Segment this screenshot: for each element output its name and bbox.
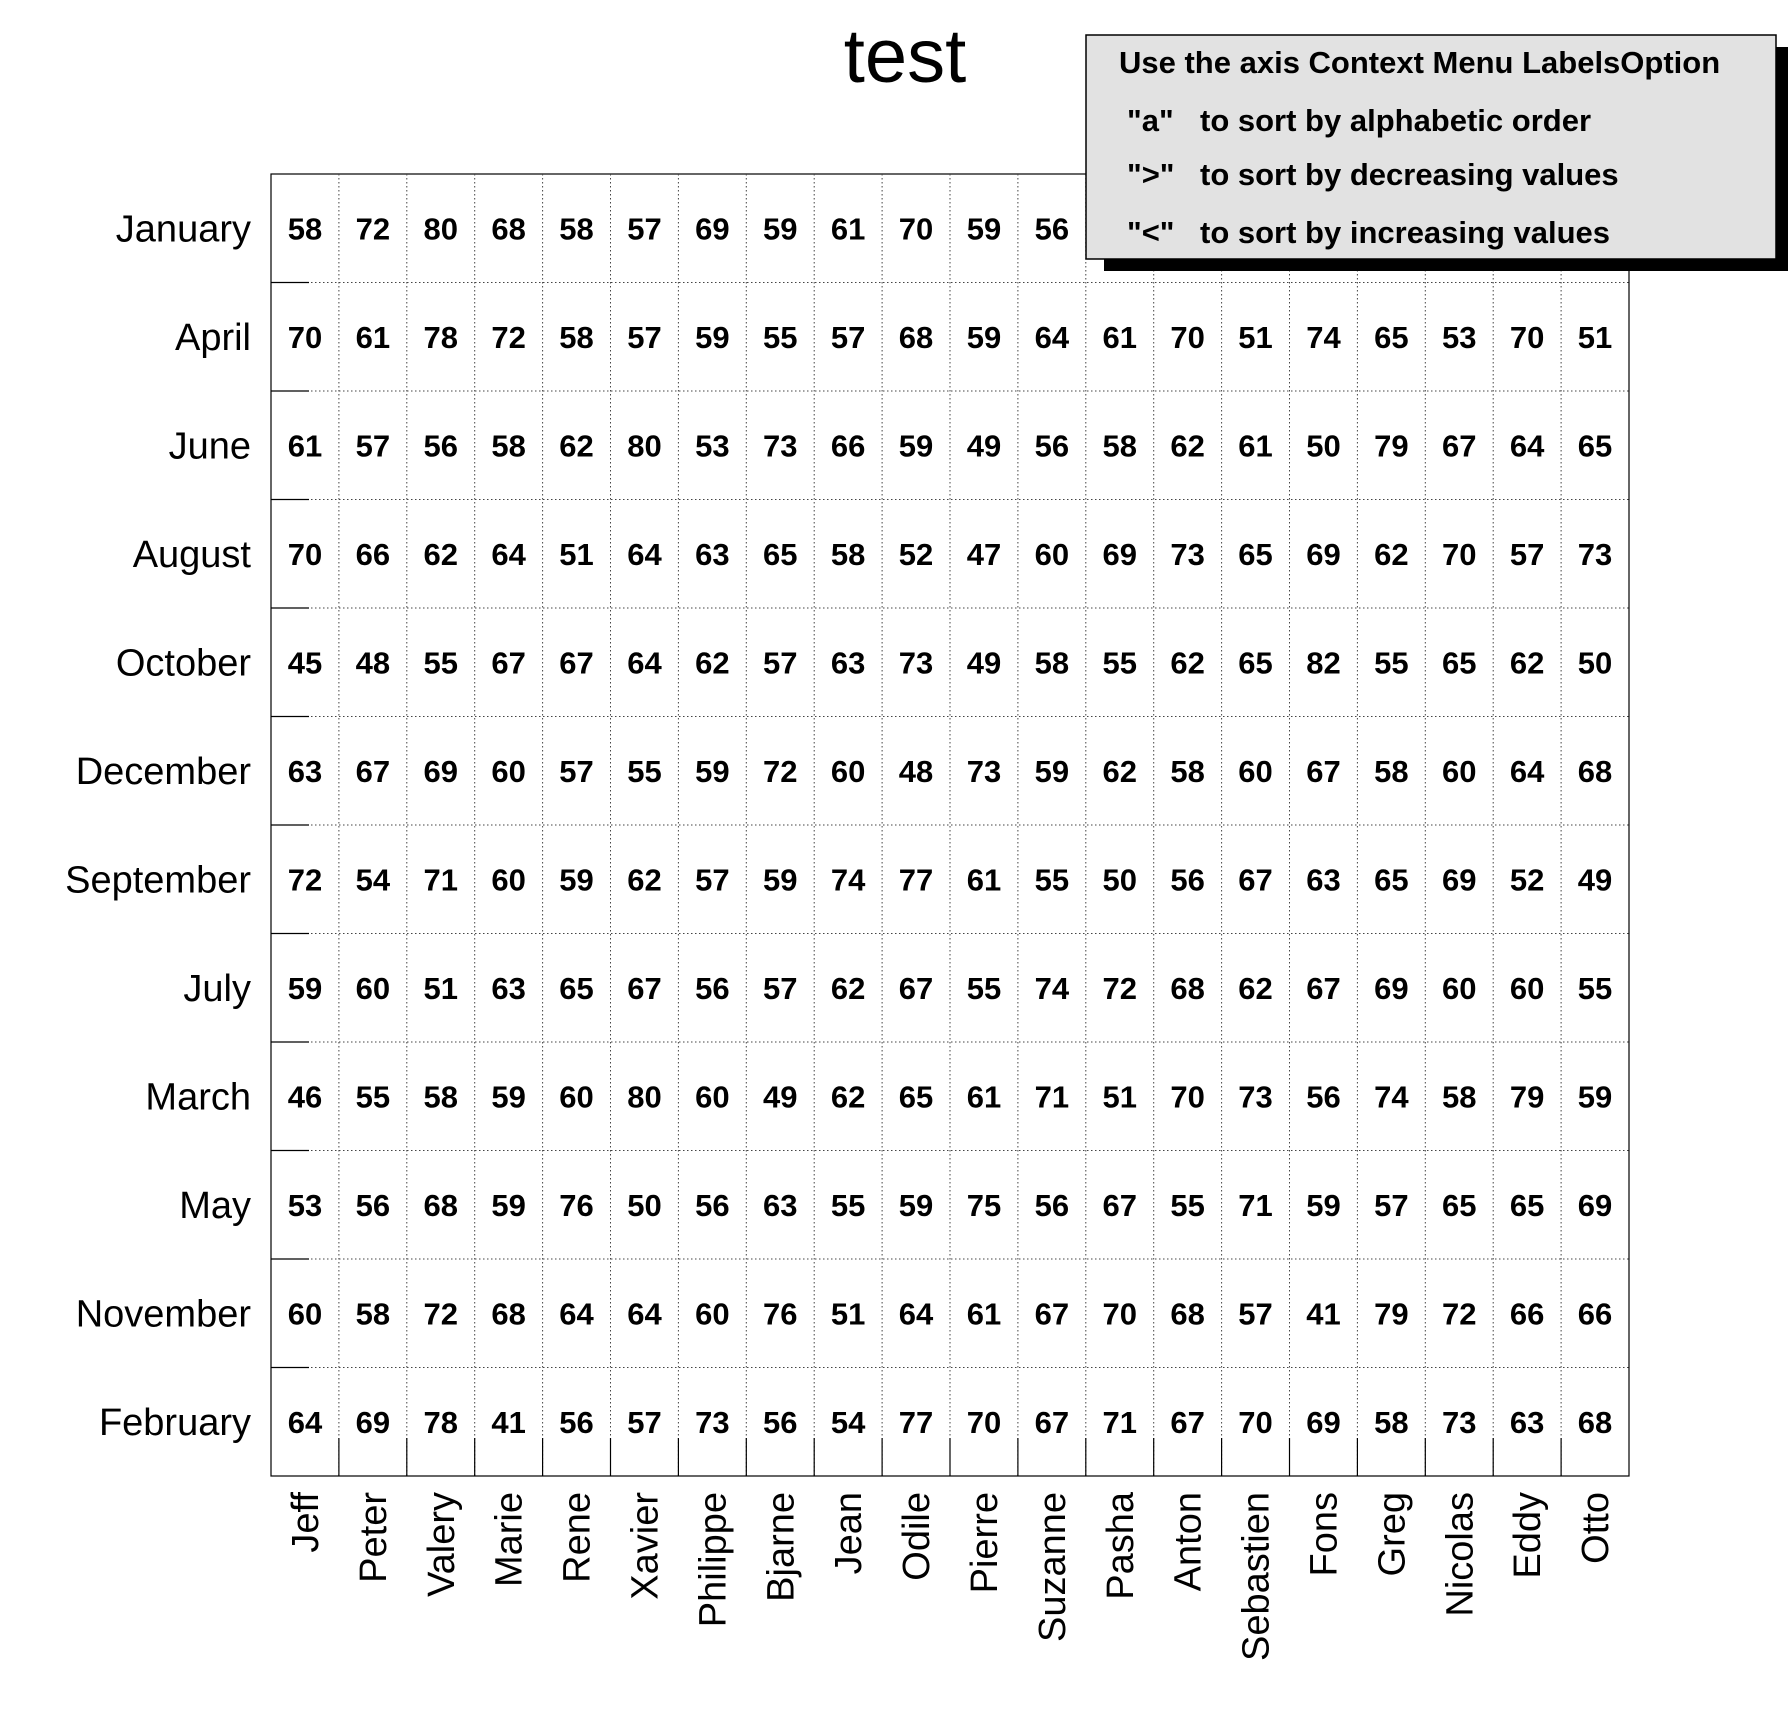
cell-value: 73 — [695, 1404, 730, 1440]
cell-value: 47 — [966, 536, 1002, 572]
cell-value: 57 — [627, 211, 662, 247]
cell-value: 79 — [1374, 428, 1409, 464]
x-label[interactable]: Jean — [828, 1492, 871, 1575]
cell-value: 68 — [1577, 753, 1613, 789]
cell-value: 58 — [287, 211, 323, 247]
cell-value: 67 — [1170, 1404, 1205, 1440]
x-label[interactable]: Sebastien — [1235, 1492, 1278, 1662]
cell-value: 72 — [355, 211, 391, 247]
y-label[interactable]: October — [115, 642, 251, 685]
cell-value: 74 — [1034, 970, 1070, 1006]
cell-value: 69 — [1374, 970, 1409, 1006]
cell-value: 54 — [830, 1404, 866, 1440]
x-label[interactable]: Nicolas — [1439, 1492, 1482, 1617]
cell-value: 70 — [1170, 319, 1205, 355]
cell-value: 70 — [1442, 536, 1477, 572]
cell-value: 54 — [355, 862, 391, 898]
cell-value: 52 — [898, 536, 934, 572]
cell-value: 56 — [695, 970, 730, 1006]
cell-value: 55 — [763, 319, 798, 355]
cell-value: 51 — [830, 1296, 866, 1332]
y-label[interactable]: December — [75, 750, 251, 793]
info-key-gt: ">" — [1127, 157, 1175, 192]
cell-value: 60 — [1442, 970, 1477, 1006]
cell-value: 71 — [1238, 1187, 1273, 1223]
x-label[interactable]: Pasha — [1099, 1492, 1142, 1600]
cell-value: 58 — [559, 319, 594, 355]
cell-value: 64 — [898, 1296, 934, 1332]
cell-value: 58 — [355, 1296, 391, 1332]
cell-value: 68 — [1170, 970, 1205, 1006]
x-label[interactable]: Valery — [420, 1492, 463, 1597]
cell-value: 64 — [627, 1296, 662, 1332]
cell-value: 50 — [1306, 428, 1341, 464]
cell-value: 58 — [491, 428, 526, 464]
cell-value: 53 — [695, 428, 730, 464]
cell-value: 60 — [1509, 970, 1545, 1006]
cell-value: 60 — [695, 1079, 730, 1115]
cell-value: 59 — [491, 1079, 526, 1115]
cell-value: 67 — [1306, 753, 1341, 789]
cell-value: 49 — [1577, 862, 1613, 898]
cell-value: 57 — [355, 428, 391, 464]
cell-value: 63 — [695, 536, 730, 572]
cell-value: 75 — [966, 1187, 1002, 1223]
cell-value: 61 — [287, 428, 323, 464]
cell-value: 50 — [1102, 862, 1137, 898]
cell-value: 64 — [491, 536, 526, 572]
cell-value: 65 — [1374, 319, 1409, 355]
cell-value: 57 — [627, 319, 662, 355]
cell-value: 64 — [1034, 319, 1070, 355]
cell-value: 63 — [830, 645, 866, 681]
info-box — [1086, 35, 1788, 271]
cell-value: 51 — [1102, 1079, 1137, 1115]
cell-value: 73 — [1170, 536, 1205, 572]
cell-value: 59 — [559, 862, 594, 898]
cell-value: 73 — [763, 428, 798, 464]
cell-value: 62 — [830, 970, 866, 1006]
info-text-gt: to sort by decreasing values — [1200, 157, 1619, 192]
y-label[interactable]: April — [174, 316, 251, 359]
cell-value: 65 — [559, 970, 594, 1006]
cell-value: 50 — [1577, 645, 1613, 681]
cell-value: 56 — [763, 1404, 798, 1440]
cell-value: 57 — [1374, 1187, 1409, 1223]
cell-value: 79 — [1374, 1296, 1409, 1332]
cell-value: 58 — [830, 536, 866, 572]
cell-value: 61 — [355, 319, 391, 355]
grid — [271, 174, 1629, 1476]
cell-value: 59 — [491, 1187, 526, 1223]
cell-value: 70 — [1102, 1296, 1137, 1332]
y-label[interactable]: May — [179, 1184, 251, 1227]
cell-value: 70 — [966, 1404, 1002, 1440]
info-text-lt: to sort by increasing values — [1200, 215, 1611, 250]
cell-value: 80 — [423, 211, 458, 247]
cell-value: 63 — [763, 1187, 798, 1223]
cell-value: 48 — [898, 753, 934, 789]
cell-value: 64 — [287, 1404, 323, 1440]
cell-value: 60 — [559, 1079, 594, 1115]
cell-value: 78 — [423, 1404, 458, 1440]
cell-value: 61 — [830, 211, 866, 247]
cell-value: 59 — [898, 1187, 934, 1223]
cell-value: 65 — [1238, 536, 1273, 572]
cell-value: 55 — [627, 753, 662, 789]
cell-value: 76 — [763, 1296, 798, 1332]
y-label[interactable]: February — [98, 1401, 251, 1444]
cell-value: 67 — [355, 753, 391, 789]
x-label[interactable]: Xavier — [624, 1492, 667, 1600]
cell-value: 76 — [559, 1187, 594, 1223]
cell-value: 71 — [1034, 1079, 1070, 1115]
cell-value: 49 — [966, 645, 1002, 681]
y-axis-labels[interactable] — [65, 208, 251, 1444]
cell-value: 57 — [763, 970, 798, 1006]
cell-value: 56 — [1306, 1079, 1341, 1115]
cell-value: 62 — [1170, 645, 1205, 681]
cell-value: 55 — [355, 1079, 391, 1115]
cell-value: 69 — [1577, 1187, 1613, 1223]
cell-value: 62 — [830, 1079, 866, 1115]
cell-value: 62 — [695, 645, 730, 681]
x-label[interactable]: Philippe — [692, 1492, 735, 1628]
cell-value: 70 — [287, 319, 323, 355]
cell-value: 64 — [1509, 753, 1545, 789]
cell-value: 67 — [1034, 1296, 1070, 1332]
cell-value: 56 — [1034, 1187, 1070, 1223]
cell-value: 52 — [1509, 862, 1545, 898]
cell-value: 65 — [1374, 862, 1409, 898]
cell-value: 67 — [1442, 428, 1477, 464]
cell-value: 73 — [1442, 1404, 1477, 1440]
cell-value: 68 — [491, 211, 526, 247]
cell-value: 62 — [1170, 428, 1205, 464]
cell-value: 80 — [627, 428, 662, 464]
cell-value: 55 — [830, 1187, 866, 1223]
cell-value: 60 — [1238, 753, 1273, 789]
cell-value: 72 — [1102, 970, 1137, 1006]
cell-value: 72 — [491, 319, 526, 355]
cell-value: 65 — [1442, 645, 1477, 681]
cell-value: 73 — [966, 753, 1002, 789]
cell-value: 70 — [1170, 1079, 1205, 1115]
cell-value: 69 — [1442, 862, 1477, 898]
cell-value: 60 — [830, 753, 866, 789]
cell-value: 67 — [1034, 1404, 1070, 1440]
cell-value: 57 — [627, 1404, 662, 1440]
cell-value: 60 — [1034, 536, 1070, 572]
cell-value: 67 — [627, 970, 662, 1006]
cell-value: 68 — [1577, 1404, 1613, 1440]
cell-value: 67 — [898, 970, 934, 1006]
cell-value: 70 — [287, 536, 323, 572]
cell-value: 66 — [1509, 1296, 1545, 1332]
cell-value: 45 — [287, 645, 323, 681]
cell-value: 58 — [1374, 753, 1409, 789]
x-label[interactable]: Otto — [1575, 1492, 1618, 1564]
chart-title: test — [843, 14, 967, 99]
cell-value: 62 — [1102, 753, 1137, 789]
cell-value: 64 — [627, 645, 662, 681]
cell-value: 48 — [355, 645, 391, 681]
x-label[interactable]: Fons — [1303, 1492, 1346, 1577]
cell-value: 72 — [1442, 1296, 1477, 1332]
x-label[interactable]: Peter — [352, 1492, 395, 1583]
cell-value: 41 — [491, 1404, 526, 1440]
cell-value: 59 — [287, 970, 323, 1006]
cell-value: 73 — [898, 645, 934, 681]
cell-value: 69 — [423, 753, 458, 789]
cell-value: 53 — [1442, 319, 1477, 355]
cell-value: 72 — [423, 1296, 458, 1332]
cell-value: 56 — [1034, 211, 1070, 247]
cell-value: 63 — [287, 753, 323, 789]
x-label[interactable]: Suzanne — [1031, 1492, 1074, 1643]
y-label[interactable]: August — [132, 533, 251, 576]
cell-value: 61 — [966, 862, 1002, 898]
cell-value: 58 — [1102, 428, 1137, 464]
cell-value: 67 — [491, 645, 526, 681]
cell-value: 57 — [1238, 1296, 1273, 1332]
cell-value: 74 — [1374, 1079, 1409, 1115]
cell-value: 61 — [1102, 319, 1137, 355]
cell-value: 67 — [1238, 862, 1273, 898]
cell-value: 71 — [1102, 1404, 1137, 1440]
info-key-a: "a" — [1127, 103, 1174, 138]
cell-value: 41 — [1306, 1296, 1341, 1332]
cell-value: 55 — [1034, 862, 1070, 898]
cell-value: 56 — [559, 1404, 594, 1440]
cell-value: 68 — [491, 1296, 526, 1332]
cell-value: 55 — [423, 645, 458, 681]
cell-value: 63 — [1509, 1404, 1545, 1440]
cell-value: 61 — [966, 1296, 1002, 1332]
x-label[interactable]: Anton — [1167, 1492, 1210, 1592]
cell-value: 58 — [559, 211, 594, 247]
cell-value: 72 — [763, 753, 798, 789]
cell-value: 74 — [830, 862, 866, 898]
cell-value: 72 — [287, 862, 323, 898]
y-label[interactable]: September — [65, 859, 251, 902]
cell-value: 59 — [1306, 1187, 1341, 1223]
x-label[interactable]: Jeff — [284, 1492, 327, 1553]
cell-value: 51 — [1577, 319, 1613, 355]
y-label[interactable]: June — [168, 425, 251, 468]
cell-value: 70 — [898, 211, 934, 247]
x-label[interactable]: Bjarne — [760, 1492, 803, 1602]
cell-value: 65 — [763, 536, 798, 572]
cell-value: 60 — [1442, 753, 1477, 789]
cell-value: 53 — [287, 1187, 323, 1223]
cell-value: 66 — [830, 428, 866, 464]
cell-value: 69 — [695, 211, 730, 247]
cell-value: 62 — [423, 536, 458, 572]
cell-value: 60 — [287, 1296, 323, 1332]
cell-value: 60 — [491, 753, 526, 789]
cell-value: 58 — [1170, 753, 1205, 789]
x-label[interactable]: Odile — [896, 1492, 939, 1581]
cell-value: 56 — [695, 1187, 730, 1223]
y-label[interactable]: March — [145, 1076, 251, 1119]
cell-value: 59 — [763, 211, 798, 247]
cell-value: 56 — [423, 428, 458, 464]
cell-value: 66 — [1577, 1296, 1613, 1332]
cell-value: 58 — [1374, 1404, 1409, 1440]
cell-value: 58 — [1034, 645, 1070, 681]
cell-value: 56 — [1170, 862, 1205, 898]
cell-value: 77 — [898, 862, 934, 898]
cell-value: 65 — [1442, 1187, 1477, 1223]
cell-value: 51 — [559, 536, 594, 572]
cell-value: 51 — [423, 970, 458, 1006]
cell-value: 59 — [1034, 753, 1070, 789]
cell-value: 62 — [1509, 645, 1545, 681]
cell-value: 66 — [355, 536, 391, 572]
cell-value: 60 — [695, 1296, 730, 1332]
cell-value: 51 — [1238, 319, 1273, 355]
x-axis-labels[interactable] — [285, 1491, 1617, 1661]
cell-value: 65 — [1577, 428, 1613, 464]
cell-value: 69 — [355, 1404, 391, 1440]
cell-value: 79 — [1509, 1079, 1545, 1115]
x-label[interactable]: Marie — [488, 1492, 531, 1588]
cell-value: 69 — [1102, 536, 1137, 572]
cell-value: 69 — [1306, 536, 1341, 572]
cell-value: 57 — [695, 862, 730, 898]
cell-value: 67 — [1102, 1187, 1137, 1223]
cell-value: 80 — [627, 1079, 662, 1115]
info-key-lt: "<" — [1127, 215, 1175, 250]
cell-value: 59 — [695, 753, 730, 789]
cell-value: 59 — [1577, 1079, 1613, 1115]
cell-value: 46 — [287, 1079, 323, 1115]
y-label[interactable]: January — [115, 208, 251, 251]
cell-value: 74 — [1306, 319, 1341, 355]
cell-value: 55 — [1102, 645, 1137, 681]
cell-value: 73 — [1238, 1079, 1273, 1115]
cell-value: 64 — [559, 1296, 594, 1332]
y-label[interactable]: July — [183, 967, 251, 1010]
cell-value: 59 — [966, 211, 1002, 247]
cell-value: 68 — [423, 1187, 458, 1223]
cell-value: 71 — [423, 862, 458, 898]
cell-value: 55 — [1170, 1187, 1205, 1223]
cell-value: 49 — [966, 428, 1002, 464]
cell-value: 57 — [763, 645, 798, 681]
cell-value: 65 — [1238, 645, 1273, 681]
cell-value: 68 — [1170, 1296, 1205, 1332]
cell-value: 62 — [1374, 536, 1409, 572]
cell-value: 60 — [355, 970, 391, 1006]
cell-value: 64 — [1509, 428, 1545, 464]
x-label[interactable]: Rene — [556, 1492, 599, 1583]
cell-value: 58 — [1442, 1079, 1477, 1115]
cell-value: 55 — [1374, 645, 1409, 681]
cell-value: 68 — [898, 319, 934, 355]
cell-value: 82 — [1306, 645, 1341, 681]
cell-value: 56 — [1034, 428, 1070, 464]
cell-value: 65 — [898, 1079, 934, 1115]
plot-frame — [271, 174, 1629, 1476]
cell-value: 59 — [695, 319, 730, 355]
cell-value: 63 — [1306, 862, 1341, 898]
cell-value: 57 — [830, 319, 866, 355]
cell-value: 63 — [491, 970, 526, 1006]
cell-value: 70 — [1238, 1404, 1273, 1440]
cell-value: 57 — [1509, 536, 1545, 572]
cell-value: 65 — [1509, 1187, 1545, 1223]
cell-value: 61 — [1238, 428, 1273, 464]
cell-value: 73 — [1577, 536, 1613, 572]
cell-value: 62 — [1238, 970, 1273, 1006]
cell-value: 55 — [966, 970, 1002, 1006]
cell-value: 49 — [763, 1079, 798, 1115]
cell-value: 59 — [966, 319, 1002, 355]
cell-value: 50 — [627, 1187, 662, 1223]
cell-value: 59 — [898, 428, 934, 464]
cell-value: 56 — [355, 1187, 391, 1223]
y-label[interactable]: November — [75, 1293, 251, 1336]
cell-value: 78 — [423, 319, 458, 355]
cell-value: 58 — [423, 1079, 458, 1115]
x-label[interactable]: Greg — [1371, 1492, 1414, 1577]
cell-value: 59 — [763, 862, 798, 898]
cell-value: 69 — [1306, 1404, 1341, 1440]
x-label[interactable]: Eddy — [1507, 1492, 1550, 1579]
cell-value: 67 — [559, 645, 594, 681]
info-text-a: to sort by alphabetic order — [1200, 103, 1592, 138]
cell-value: 62 — [559, 428, 594, 464]
cell-value: 64 — [627, 536, 662, 572]
x-label[interactable]: Pierre — [963, 1492, 1006, 1594]
cell-value: 70 — [1509, 319, 1545, 355]
cell-value: 60 — [491, 862, 526, 898]
cell-value: 61 — [966, 1079, 1002, 1115]
cell-value: 55 — [1577, 970, 1613, 1006]
cell-value: 57 — [559, 753, 594, 789]
info-heading: Use the axis Context Menu LabelsOption — [1119, 45, 1721, 80]
cell-value: 77 — [898, 1404, 934, 1440]
cell-value: 67 — [1306, 970, 1341, 1006]
cell-value: 62 — [627, 862, 662, 898]
